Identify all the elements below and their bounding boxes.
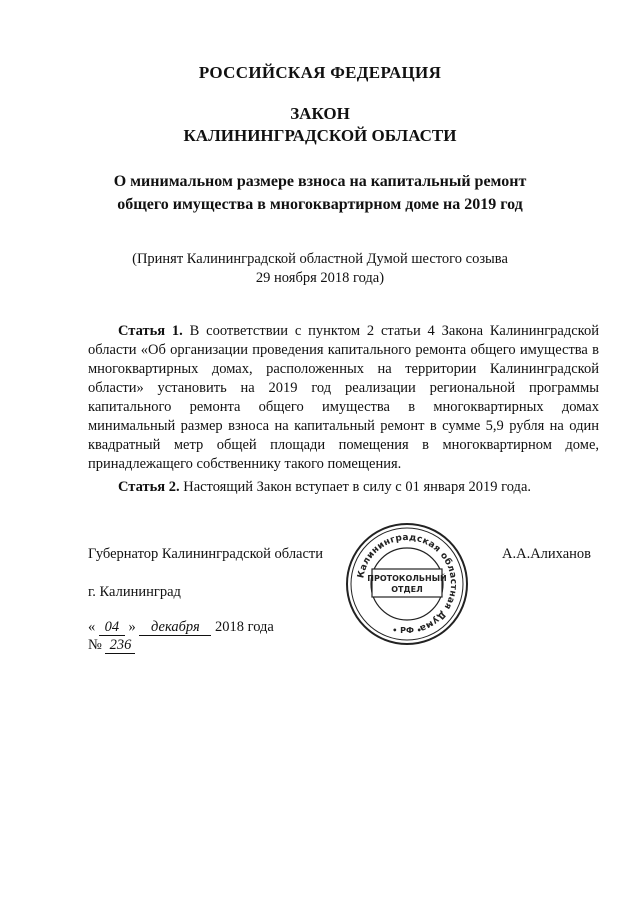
law-subject-line-2: общего имущества в многоквартирном доме на 2019 год <box>117 196 523 213</box>
law-subject-line-1: О минимальном размере взноса на капитальный ремонт <box>113 173 527 190</box>
date-close-quote: » <box>128 619 136 635</box>
signing-city: г. Калининград <box>88 584 181 600</box>
date-year: 2018 года <box>215 619 274 635</box>
adoption-line-1: (Принят Калининградской областной Думой шестого созыва <box>132 251 508 267</box>
number-value: 236 <box>105 638 135 654</box>
law-title <box>0 103 640 147</box>
article-2-label: Статья 2. <box>118 479 180 495</box>
stamp-bottom: • РФ • <box>392 626 422 635</box>
stamp-center-line-2: ОТДЕЛ <box>391 585 423 594</box>
article-1-text: В соответствии с пунктом 2 статьи 4 Закона Калининградской области «Об организации проведения капитального ремонта общего имущества в многоквартирных домах, расположенных на территории Калининградской области» установить на 2019 год реализации региональной программы капитального ремонта общего имущества в многоквартирных домах минимальный размер взноса на капитальный ремонт в сумме 5,9 рубля на один квадратный метр общей площади помещения в многоквартирном доме, принадлежащего собственнику такого помещения. <box>88 323 599 472</box>
country-heading: РОССИЙСКАЯ ФЕДЕРАЦИЯ <box>198 63 442 82</box>
stamp-ring-text: Калининградская областная Дума <box>356 532 459 634</box>
article-1-label: Статья 1. <box>118 323 183 339</box>
number-prefix: № <box>88 637 102 653</box>
adoption-note <box>0 250 640 288</box>
law-number <box>88 636 135 655</box>
adoption-line-2: 29 ноября 2018 года) <box>255 270 385 286</box>
law-title-line-2: КАЛИНИНГРАДСКОЙ ОБЛАСТИ <box>183 126 457 145</box>
date-open-quote: « <box>88 619 96 635</box>
law-subject <box>0 170 640 216</box>
article-2 <box>88 478 599 497</box>
signatory-name: А.А.Алиханов <box>502 546 592 562</box>
stamp-center-line-1: ПРОТОКОЛЬНЫЙ <box>367 574 447 583</box>
article-2-text: Настоящий Закон вступает в силу с 01 января 2019 года. <box>179 479 531 495</box>
signing-date <box>88 618 274 637</box>
date-month: декабря <box>139 620 211 636</box>
article-1 <box>88 322 599 474</box>
official-stamp <box>344 521 470 647</box>
signatory-position: Губернатор Калининградской области <box>88 546 324 562</box>
law-title-line-1: ЗАКОН <box>290 104 350 123</box>
date-day: 04 <box>99 620 125 636</box>
